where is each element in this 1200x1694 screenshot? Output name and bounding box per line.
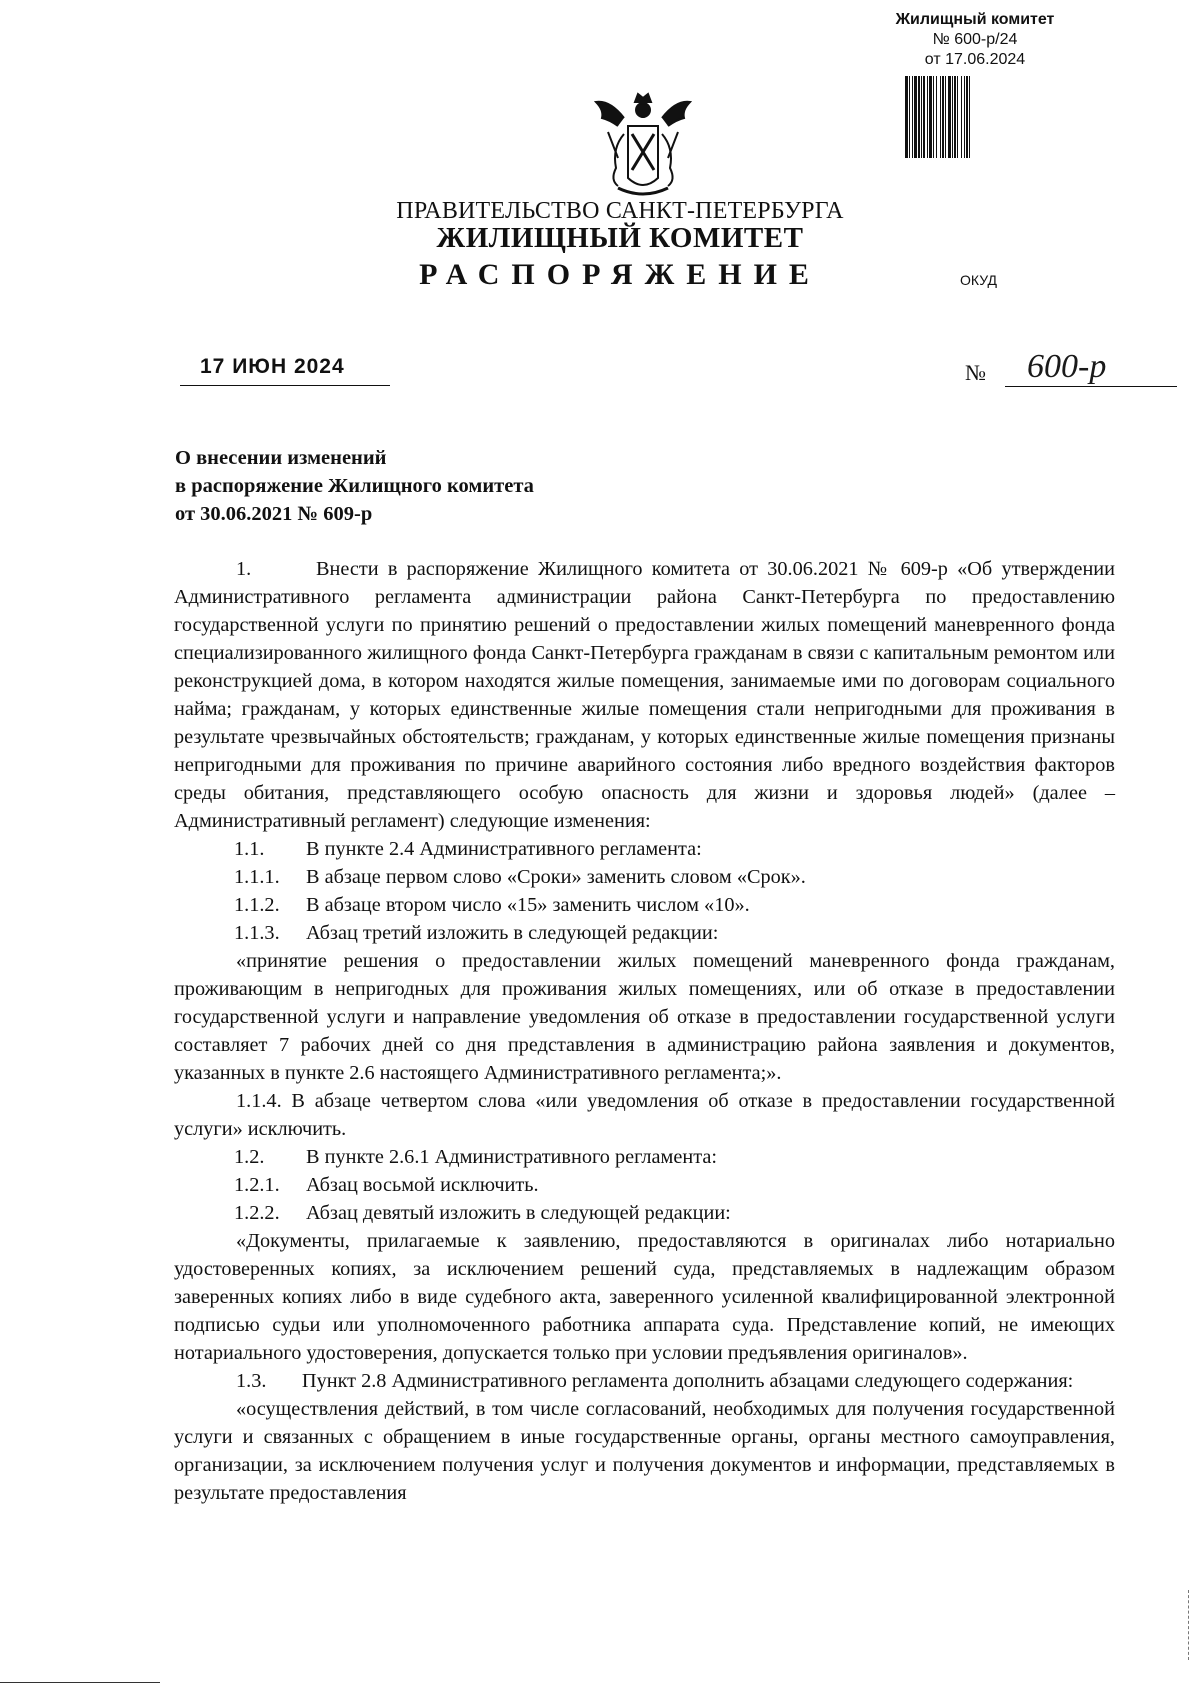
stamp-reg-number: № 600-р/24 xyxy=(932,31,1018,48)
paragraph-text: В абзаце четвертом слова «или уведомления об отказе в предоставлении государственной услуги» исключить. xyxy=(174,1090,1115,1140)
subject-line: от 30.06.2021 № 609-р xyxy=(175,503,373,525)
paragraph-number: 1.2.1. xyxy=(234,1174,280,1196)
paragraph-1-1 xyxy=(174,835,1115,863)
paragraph-text: В абзаце первом слово «Сроки» заменить словом «Срок». xyxy=(306,866,806,888)
okud-label: ОКУД xyxy=(960,272,997,288)
paragraph-1-1-2 xyxy=(174,891,1115,919)
committee-title: ЖИЛИЩНЫЙ КОМИТЕТ xyxy=(436,222,804,254)
subject-line: в распоряжение Жилищного комитета xyxy=(175,475,534,497)
quoted-text: «принятие решения о предоставлении жилых помещений маневренного фонда гражданам, проживающим в непригодных для проживания жилых помещениях, или об отказе в предоставлении государственной услуги и направление уведомления об отказе в предоставлении государственной услуги составляет 7 рабочих дней со дня представления в администрацию района заявления и документов, указанных в пункте 2.6 настоящего Административного регламента;». xyxy=(174,950,1115,1084)
coat-of-arms-icon xyxy=(588,88,698,200)
scan-margin-marks xyxy=(1188,1590,1191,1660)
paragraph-1-2 xyxy=(174,1143,1115,1171)
paragraph-1 xyxy=(174,555,1115,835)
subject-line: О внесении изменений xyxy=(175,447,387,469)
paragraph-number: 1.2.2. xyxy=(234,1202,280,1224)
paragraph-text: Абзац третий изложить в следующей редакции: xyxy=(306,922,719,944)
paragraph-text: Абзац восьмой исключить. xyxy=(306,1174,539,1196)
document-subject xyxy=(175,444,534,528)
number-label: № xyxy=(965,360,986,385)
document-number: 600-р xyxy=(1005,350,1177,387)
paragraph-1-1-3 xyxy=(174,919,1115,947)
paragraph-text: В абзаце втором число «15» заменить числом «10». xyxy=(306,894,750,916)
paragraph-text: Внести в распоряжение Жилищного комитета от 30.06.2021 № 609-р «Об утверждении Административного регламента администрации района Санкт-Петербурга по предоставлению государственной услуги по принятию решений о предоставлении жилых помещений маневренного фонда специализированного жилищного фонда Санкт-Петербурга гражданам в связи с капитальным ремонтом или реконструкцией дома, в котором находятся жилые помещения, занимаемые ими по договорам социального найма; гражданам, у которых единственные жилые помещения стали непригодными для проживания в результате чрезвычайных обстоятельств; гражданам, у которых единственные жилые помещения признаны непригодными для проживания по причине аварийного состояния либо вредного воздействия факторов среды обитания, представляющего особую опасность для жизни и здоровья людей» (далее – Административный регламент) следующие изменения: xyxy=(174,558,1116,832)
quoted-text: «осуществления действий, в том числе согласований, необходимых для получения государственной услуги и связанных с обращением в иные государственные органы, органы местного самоуправления, организации, за исключением получения услуг и получения документов и информации, представляемых в результате предоставления xyxy=(174,1398,1115,1504)
paragraph-1-1-1 xyxy=(174,863,1115,891)
paragraph-text: Пункт 2.8 Административного регламента дополнить абзацами следующего содержания: xyxy=(301,1370,1074,1392)
paragraph-1-3 xyxy=(174,1367,1115,1395)
paragraph-text: Абзац девятый изложить в следующей редакции: xyxy=(306,1202,731,1224)
paragraph-1-1-4 xyxy=(174,1087,1115,1143)
paragraph-number: 1.2. xyxy=(234,1146,265,1168)
government-title: ПРАВИТЕЛЬСТВО САНКТ-ПЕТЕРБУРГА xyxy=(396,198,844,224)
paragraph-number: 1. xyxy=(236,558,252,580)
quoted-text: «Документы, прилагаемые к заявлению, предоставляются в оригиналах либо нотариально удостоверенных копиях, за исключением решений суда, представляемых в надлежащим образом заверенных копиях либо в виде судебного акта, заверенного усиленной квалифицированной электронной подписью судьи или уполномоченного работника аппарата суда. Представление копий, не имеющих нотариального удостоверения, допускается только при условии предъявления оригиналов». xyxy=(174,1230,1115,1364)
paragraph-number: 1.1.4. xyxy=(236,1090,282,1112)
paragraph-number: 1.1.2. xyxy=(234,894,280,916)
document-date: 17 ИЮН 2024 xyxy=(180,352,390,386)
document-body xyxy=(174,555,1115,1507)
paragraph-1-2-1 xyxy=(174,1171,1115,1199)
paragraph-number: 1.3. xyxy=(236,1370,267,1392)
paragraph-text: В пункте 2.4 Административного регламента: xyxy=(306,838,702,860)
footer-divider xyxy=(0,1682,160,1683)
paragraph-number: 1.1.3. xyxy=(234,922,280,944)
paragraph-1-2-2 xyxy=(174,1199,1115,1227)
paragraph-text: В пункте 2.6.1 Административного регламента: xyxy=(306,1146,717,1168)
barcode xyxy=(905,76,1045,158)
barcode-bar xyxy=(970,76,973,158)
registration-stamp xyxy=(880,10,1070,158)
document-type: РАСПОРЯЖЕНИЕ xyxy=(419,258,821,291)
paragraph-number: 1.1.1. xyxy=(234,866,280,888)
stamp-reg-date: от 17.06.2024 xyxy=(924,51,1026,68)
paragraph-number: 1.1. xyxy=(234,838,265,860)
stamp-org: Жилищный комитет xyxy=(895,11,1055,28)
